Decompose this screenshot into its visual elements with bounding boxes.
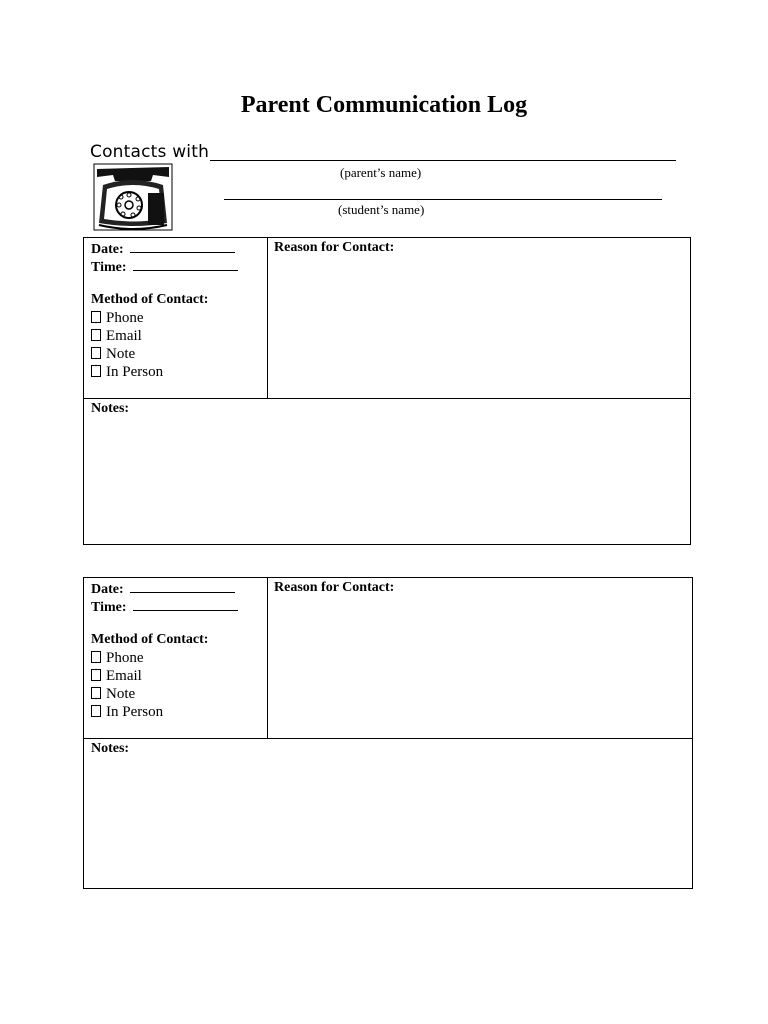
checkbox-icon[interactable]: [91, 329, 101, 341]
rotary-telephone-icon: [93, 163, 173, 231]
date-field[interactable]: [91, 240, 235, 258]
parent-name-caption: (parent’s name): [340, 165, 422, 180]
reason-for-contact-label: Reason for Contact:: [274, 240, 395, 255]
contacts-with-label: Contacts with: [90, 142, 210, 162]
reason-for-contact-label: Reason for Contact:: [274, 580, 395, 595]
page-title: Parent Communication Log: [240, 92, 528, 118]
checkbox-icon[interactable]: [91, 705, 101, 717]
option-label: Note: [106, 346, 136, 362]
option-label: Phone: [106, 650, 144, 666]
student-name-line[interactable]: [224, 199, 662, 200]
option-label: Note: [106, 686, 136, 702]
checkbox-icon[interactable]: [91, 687, 101, 699]
option-note[interactable]: [91, 346, 135, 363]
time-blank[interactable]: [133, 598, 238, 611]
notes-label: Notes:: [91, 401, 130, 416]
checkbox-icon[interactable]: [91, 365, 101, 377]
option-email[interactable]: [91, 328, 142, 345]
checkbox-icon[interactable]: [91, 651, 101, 663]
method-of-contact-label: Method of Contact:: [91, 292, 209, 307]
checkbox-icon[interactable]: [91, 669, 101, 681]
method-of-contact-label: Method of Contact:: [91, 632, 209, 647]
option-label: In Person: [106, 704, 164, 720]
student-name-caption: (student’s name): [338, 202, 425, 217]
time-label: Time:: [91, 260, 127, 275]
option-label: Email: [106, 668, 142, 684]
time-field[interactable]: [91, 598, 238, 616]
date-label: Date:: [91, 582, 124, 597]
option-in-person[interactable]: [91, 704, 163, 721]
notes-label: Notes:: [91, 741, 130, 756]
date-label: Date:: [91, 242, 124, 257]
checkbox-icon[interactable]: [91, 311, 101, 323]
parent-name-line[interactable]: [210, 160, 676, 161]
option-phone[interactable]: [91, 650, 144, 667]
card-details-column: [84, 578, 268, 738]
card-details-column: [84, 238, 268, 398]
option-label: Email: [106, 328, 142, 344]
option-email[interactable]: [91, 668, 142, 685]
option-label: In Person: [106, 364, 164, 380]
time-label: Time:: [91, 600, 127, 615]
contact-log-card: [83, 577, 693, 889]
card-top-section: [84, 238, 690, 399]
card-top-section: [84, 578, 692, 739]
option-in-person[interactable]: [91, 364, 163, 381]
checkbox-icon[interactable]: [91, 347, 101, 359]
contact-log-card: [83, 237, 691, 545]
date-blank[interactable]: [130, 240, 235, 253]
time-field[interactable]: [91, 258, 238, 276]
option-phone[interactable]: [91, 310, 144, 327]
option-note[interactable]: [91, 686, 135, 703]
option-label: Phone: [106, 310, 144, 326]
date-field[interactable]: [91, 580, 235, 598]
time-blank[interactable]: [133, 258, 238, 271]
date-blank[interactable]: [130, 580, 235, 593]
